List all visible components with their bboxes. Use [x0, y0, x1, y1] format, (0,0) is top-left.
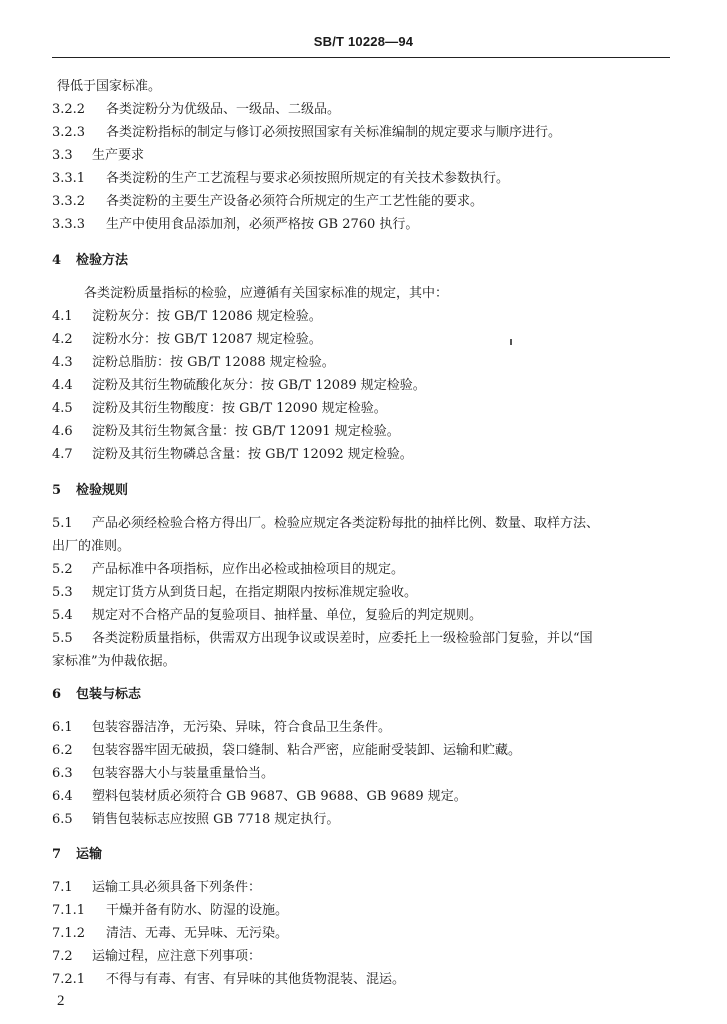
clause-5-2: 5.2 产品标准中各项指标，应作出必检或抽检项目的规定。: [52, 562, 405, 577]
section-7-heading: 7 运输: [52, 847, 103, 862]
section-5-heading: 5 检验规则: [52, 483, 129, 498]
clause-4-4: 4.4 淀粉及其衍生物硫酸化灰分：按 GB/T 12089 规定检验。: [52, 378, 426, 393]
scan-speck: [510, 339, 512, 345]
text-line: 家标准”为仲裁依据。: [52, 654, 176, 669]
clause-5-4: 5.4 规定对不合格产品的复验项目、抽样量、单位，复验后的判定规则。: [52, 608, 483, 623]
clause-6-5: 6.5 销售包装标志应按照 GB 7718 规定执行。: [52, 812, 340, 827]
clause-3-2-2: 3.2.2 各类淀粉分为优级品、一级品、二级品。: [52, 102, 341, 117]
standard-code-header: SB/T 10228—94: [313, 34, 414, 49]
text-line: 得低于国家标准。: [57, 79, 162, 94]
clause-5-5: 5.5 各类淀粉质量指标，供需双方出现争议或误差时，应委托上一级检验部门复验，并以“国: [52, 631, 593, 646]
clause-4-2: 4.2 淀粉水分：按 GB/T 12087 规定检验。: [52, 332, 322, 347]
page-number: 2: [57, 993, 65, 1009]
clause-5-1: 5.1 产品必须经检验合格方得出厂。检验应规定各类淀粉每批的抽样比例、数量、取样方法、: [52, 516, 600, 531]
clause-3-2-3: 3.2.3 各类淀粉指标的制定与修订必须按照国家有关标准编制的规定要求与顺序进行。: [52, 125, 562, 140]
clause-6-4: 6.4 塑料包装材质必须符合 GB 9687、GB 9688、GB 9689 规定。: [52, 789, 467, 804]
clause-7-2-1: 7.2.1 不得与有毒、有害、有异味的其他货物混装、混运。: [52, 972, 406, 987]
clause-7-1-2: 7.1.2 清洁、无毒、无异味、无污染。: [52, 926, 289, 941]
clause-4-3: 4.3 淀粉总脂肪：按 GB/T 12088 规定检验。: [52, 355, 335, 370]
clause-3-3-3: 3.3.3 生产中使用食品添加剂，必须严格按 GB 2760 执行。: [52, 217, 419, 232]
section-4-heading: 4 检验方法: [52, 253, 129, 268]
clause-7-1: 7.1 运输工具必须具备下列条件：: [52, 880, 262, 895]
clause-6-1: 6.1 包装容器洁净，无污染、异味，符合食品卫生条件。: [52, 720, 392, 735]
clause-7-2: 7.2 运输过程，应注意下列事项：: [52, 949, 262, 964]
clause-6-2: 6.2 包装容器牢固无破损，袋口缝制、粘合严密，应能耐受装卸、运输和贮藏。: [52, 743, 522, 758]
text-line: 出厂的准则。: [52, 539, 131, 554]
clause-4-6: 4.6 淀粉及其衍生物氮含量：按 GB/T 12091 规定检验。: [52, 424, 400, 439]
clause-7-1-1: 7.1.1 干燥并备有防水、防湿的设施。: [52, 903, 289, 918]
clause-6-3: 6.3 包装容器大小与装量重量恰当。: [52, 766, 275, 781]
clause-3-3-1: 3.3.1 各类淀粉的生产工艺流程与要求必须按照所规定的有关技术参数执行。: [52, 171, 510, 186]
clause-4-1: 4.1 淀粉灰分：按 GB/T 12086 规定检验。: [52, 309, 322, 324]
clause-3-3: 3.3 生产要求: [52, 148, 145, 163]
clause-4-5: 4.5 淀粉及其衍生物酸度：按 GB/T 12090 规定检验。: [52, 401, 387, 416]
text-line: 各类淀粉质量指标的检验，应遵循有关国家标准的规定，其中：: [84, 286, 449, 301]
header-rule: [52, 57, 670, 58]
clause-3-3-2: 3.3.2 各类淀粉的主要生产设备必须符合所规定的生产工艺性能的要求。: [52, 194, 484, 209]
section-6-heading: 6 包装与标志: [52, 687, 142, 702]
clause-5-3: 5.3 规定订货方从到货日起，在指定期限内按标准规定验收。: [52, 585, 418, 600]
clause-4-7: 4.7 淀粉及其衍生物磷总含量：按 GB/T 12092 规定检验。: [52, 447, 413, 462]
